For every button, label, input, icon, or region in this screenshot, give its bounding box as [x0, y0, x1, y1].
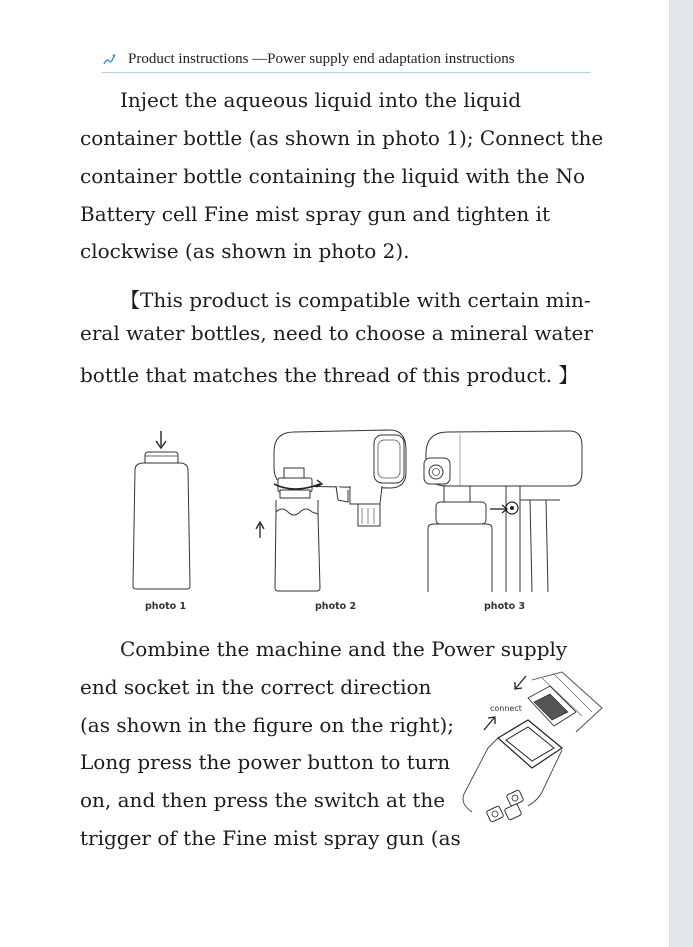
photo1-caption: photo 1	[145, 601, 187, 612]
connect-label: connect	[490, 704, 522, 713]
wave-bullet-icon	[102, 52, 116, 66]
text-line: container bottle (as shown in photo 1); Connect the	[80, 126, 604, 150]
text-line: on, and then press the switch at the	[80, 788, 446, 812]
photo3-spray-gun-assembled-illustration	[420, 428, 586, 596]
text-line: trigger of the Fine mist spray gun (as	[80, 826, 461, 850]
connect-socket-illustration	[458, 668, 608, 832]
text-line: (as shown in the figure on the right);	[80, 713, 455, 737]
right-scroll-panel	[669, 0, 693, 947]
photo2-spray-gun-attach-illustration	[250, 428, 412, 596]
text-line: Battery cell Fine mist spray gun and tighten it	[80, 202, 551, 226]
header-title: Product instructions —Power supply end adaptation instructions	[128, 51, 515, 67]
text-line: Inject the aqueous liquid into the liquid	[120, 88, 522, 112]
text-line: container bottle containing the liquid with the No	[80, 164, 586, 188]
text-line: clockwise (as shown in photo 2).	[80, 239, 410, 263]
photo2-caption: photo 2	[315, 601, 357, 612]
text-line: end socket in the correct direction	[80, 675, 432, 699]
photo1-bottle-illustration	[128, 426, 198, 596]
page-header	[102, 50, 591, 73]
text-line: Long press the power button to turn	[80, 750, 451, 774]
photo3-caption: photo 3	[484, 601, 526, 612]
text-line: Combine the machine and the Power supply	[120, 637, 568, 661]
text-line: 【This product is compatible with certain min-	[120, 288, 591, 312]
text-line: bottle that matches the thread of this product. 】	[80, 363, 579, 387]
text-line: eral water bottles, need to choose a mineral water	[80, 321, 593, 345]
